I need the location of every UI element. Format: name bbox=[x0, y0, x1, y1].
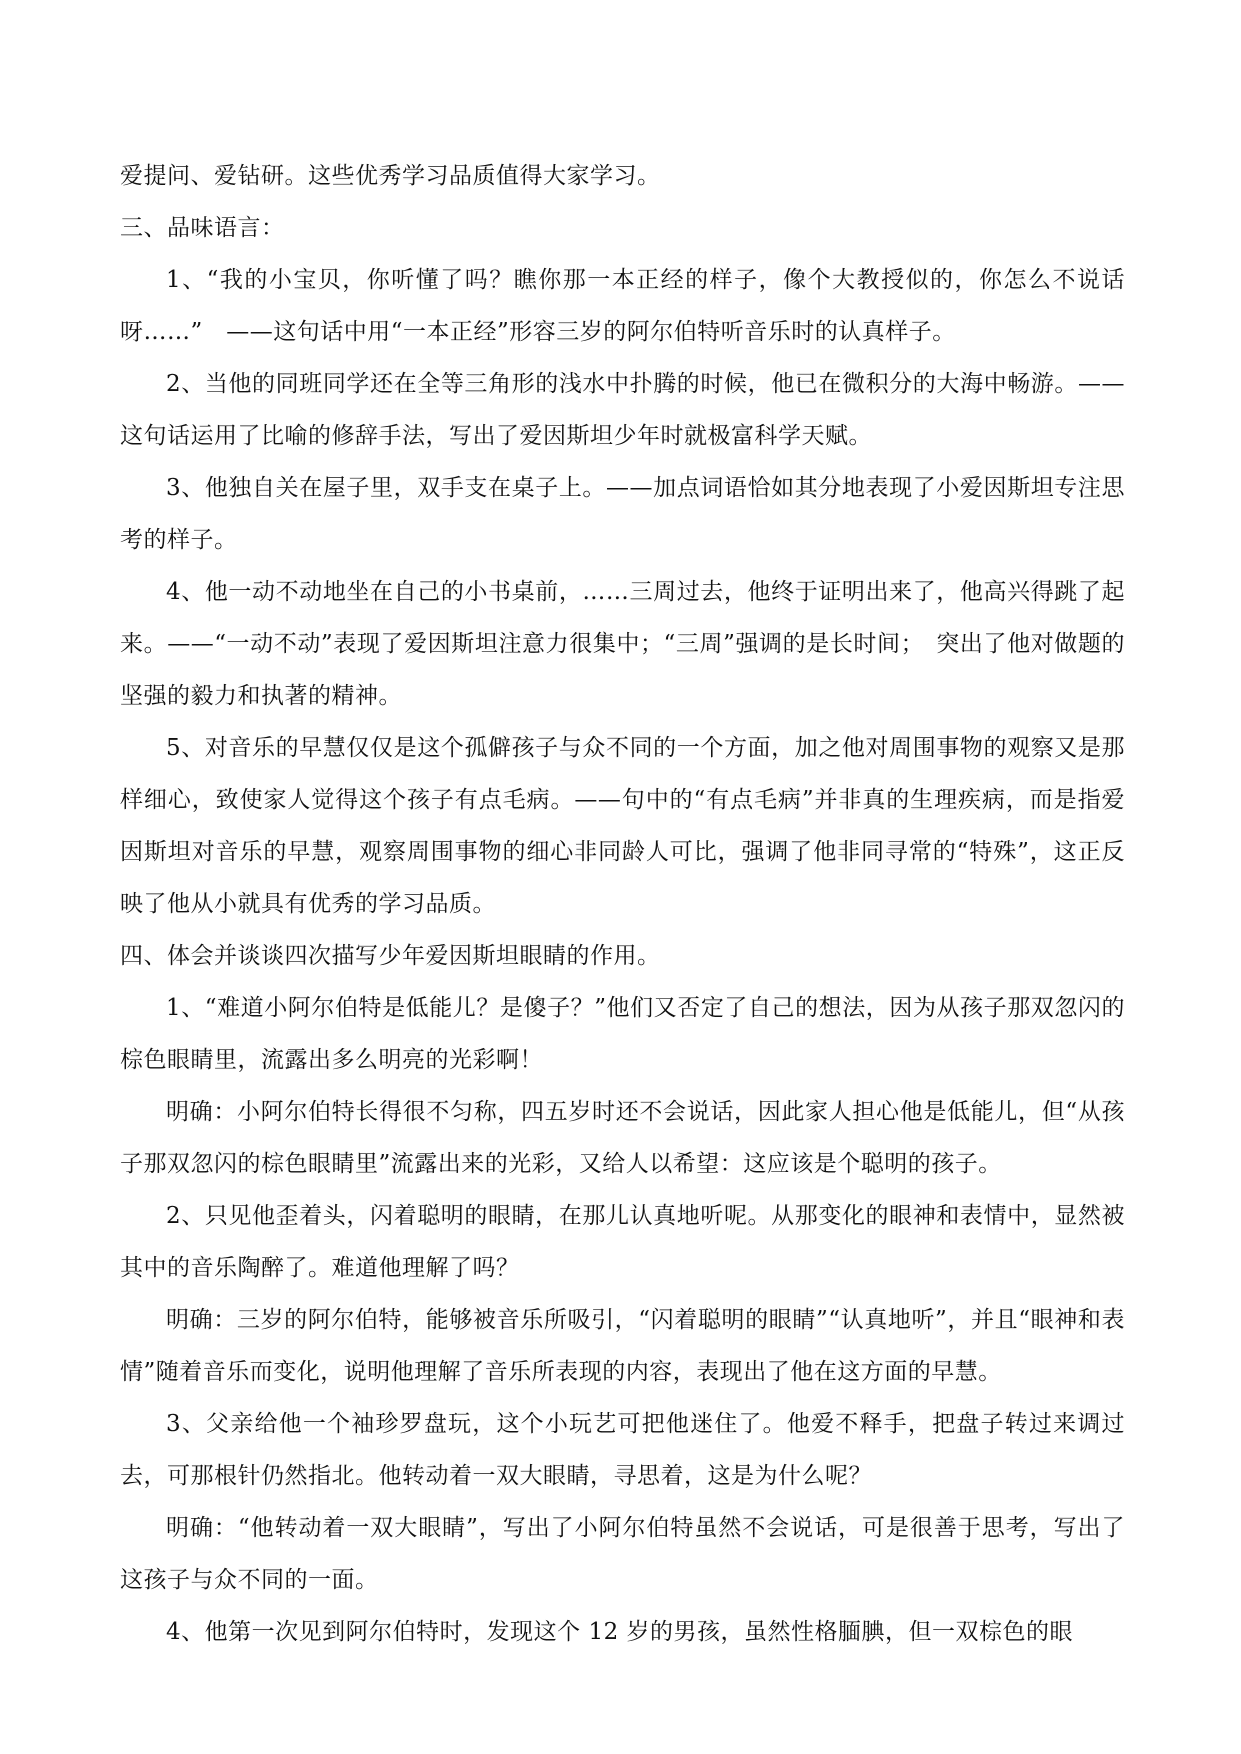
body-paragraph: 明确：“他转动着一双大眼睛”，写出了小阿尔伯特虽然不会说话，可是很善于思考，写出了这孩子与众不同的一面。 bbox=[120, 1515, 1125, 1593]
section-line: 四、体会并谈谈四次描写少年爱因斯坦眼睛的作用。 bbox=[120, 943, 661, 969]
document-body bbox=[120, 150, 1125, 1658]
body-paragraph: 3、父亲给他一个袖珍罗盘玩，这个小玩艺可把他迷住了。他爱不释手，把盘子转过来调过去，可那根针仍然指北。他转动着一双大眼睛，寻思着，这是为什么呢？ bbox=[120, 1411, 1125, 1489]
body-paragraph: 4、他第一次见到阿尔伯特时，发现这个 12 岁的男孩，虽然性格腼腆，但一双棕色的眼 bbox=[166, 1619, 1074, 1645]
body-paragraph: 明确：三岁的阿尔伯特，能够被音乐所吸引，“闪着聪明的眼睛”“认真地听”，并且“眼神和表情”随着音乐而变化，说明他理解了音乐所表现的内容，表现出了他在这方面的早慧。 bbox=[120, 1307, 1125, 1385]
body-paragraph: 4、他一动不动地坐在自己的小书桌前，……三周过去，他终于证明出来了，他高兴得跳了起来。——“一动不动”表现了爱因斯坦注意力很集中；“三周”强调的是长时间； 突出了他对做题的坚强的毅力和执著的精神。 bbox=[120, 579, 1125, 709]
body-paragraph: 明确：小阿尔伯特长得很不匀称，四五岁时还不会说话，因此家人担心他是低能儿，但“从孩子那双忽闪的棕色眼睛里”流露出来的光彩，又给人以希望：这应该是个聪明的孩子。 bbox=[120, 1099, 1125, 1177]
body-paragraph: 1、“难道小阿尔伯特是低能儿？是傻子？”他们又否定了自己的想法，因为从孩子那双忽闪的棕色眼睛里，流露出多么明亮的光彩啊！ bbox=[120, 995, 1125, 1073]
body-paragraph: 2、当他的同班同学还在全等三角形的浅水中扑腾的时候，他已在微积分的大海中畅游。——这句话运用了比喻的修辞手法，写出了爱因斯坦少年时就极富科学天赋。 bbox=[120, 371, 1125, 449]
body-paragraph: 3、他独自关在屋子里，双手支在桌子上。——加点词语恰如其分地表现了小爱因斯坦专注思考的样子。 bbox=[120, 475, 1125, 553]
body-paragraph: 1、“我的小宝贝，你听懂了吗？瞧你那一本正经的样子，像个大教授似的，你怎么不说话呀……” ——这句话中用“一本正经”形容三岁的阿尔伯特听音乐时的认真样子。 bbox=[120, 267, 1125, 345]
body-paragraph: 2、只见他歪着头，闪着聪明的眼睛，在那儿认真地听呢。从那变化的眼神和表情中，显然被其中的音乐陶醉了。难道他理解了吗？ bbox=[120, 1203, 1125, 1281]
section-line: 爱提问、爱钻研。这些优秀学习品质值得大家学习。 bbox=[120, 163, 661, 189]
section-line: 三、品味语言： bbox=[120, 215, 285, 241]
body-paragraph: 5、对音乐的早慧仅仅是这个孤僻孩子与众不同的一个方面，加之他对周围事物的观察又是那样细心，致使家人觉得这个孩子有点毛病。——句中的“有点毛病”并非真的生理疾病，而是指爱因斯坦对音乐的早慧，观察周围事物的细心非同龄人可比，强调了他非同寻常的“特殊”，这正反映了他从小就具有优秀的学习品质。 bbox=[120, 735, 1125, 917]
